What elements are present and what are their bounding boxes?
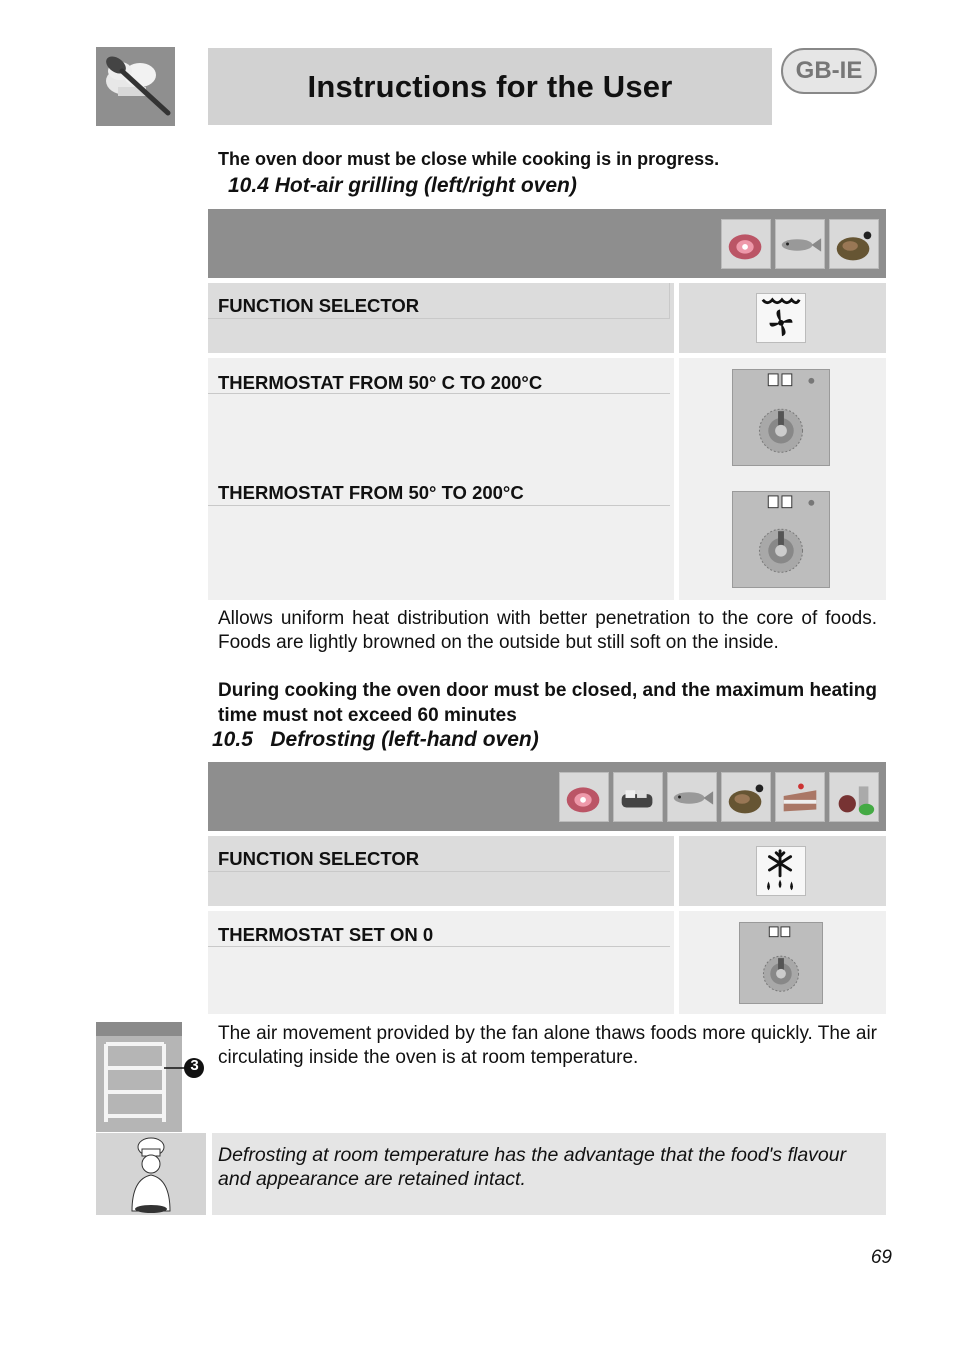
thermostat-text-cell <box>208 358 674 600</box>
thermostat-dial-icon <box>733 492 829 587</box>
oven-rack-illustration <box>96 1022 208 1132</box>
cake-icon <box>775 772 825 822</box>
rack-number: 3 <box>190 1057 199 1074</box>
thermostat-dial-image-1 <box>732 369 830 466</box>
defrost-dial-cell <box>679 911 886 1014</box>
chef-icon <box>96 1133 206 1215</box>
meat-icon <box>721 219 771 269</box>
section-title-hot-air: 10.4 Hot-air grilling (left/right oven) <box>228 174 577 197</box>
thermostat-dial-icon <box>733 370 829 465</box>
defrost-function-selector-cell <box>208 836 674 906</box>
poultry-icon <box>721 772 771 822</box>
food-icons-bar-defrost <box>208 762 886 831</box>
hot-air-description: Allows uniform heat distribution with better penetration to the core of foods. Foods are lightly browned on the outside but still soft on the inside. <box>218 608 877 653</box>
fish-icon <box>667 772 717 822</box>
defrost-thermostat-cell <box>208 911 674 1014</box>
defrost-description: The air movement provided by the fan alone thaws foods more quickly. The air circulating inside the oven is at room temperature. <box>218 1023 877 1068</box>
thermostat-range-label-2: THERMOSTAT FROM 50° TO 200°C <box>218 482 524 503</box>
thermostat-dial-image-2 <box>732 491 830 588</box>
oven-rack-icon <box>96 1022 208 1132</box>
section-title-defrost: 10.5 Defrosting (left-hand oven) <box>212 728 539 751</box>
food-icons-bar <box>208 209 886 278</box>
defrost-function-selector-label: FUNCTION SELECTOR <box>218 848 420 869</box>
snowflake-defrost-icon <box>756 846 806 896</box>
grill-fan-icon <box>756 293 806 343</box>
defrost-tip: Defrosting at room temperature has the advantage that the food's flavour and appearance are retained intact. <box>218 1144 847 1190</box>
tip-box <box>212 1133 886 1215</box>
spoon-chef-hat-icon <box>96 47 175 126</box>
thermostat-range-label-1: THERMOSTAT FROM 50° C TO 200°C <box>218 372 543 393</box>
region-badge-label: GB-IE <box>795 57 863 84</box>
thermostat-dial-icon <box>740 923 822 1003</box>
header-title-bar <box>208 48 772 125</box>
page-number: 69 <box>870 1247 892 1268</box>
meat-icon <box>559 772 609 822</box>
thermostat-set-zero-label: THERMOSTAT SET ON 0 <box>218 924 434 945</box>
function-selector-label: FUNCTION SELECTOR <box>218 295 420 316</box>
defrost-symbol-cell <box>679 836 886 906</box>
page-title: Instructions for the User <box>307 68 673 104</box>
region-badge <box>781 48 877 94</box>
hot-air-warning: During cooking the oven door must be closed, and the maximum heating time must not exceed 60 minutes <box>218 680 877 726</box>
function-selector-cell <box>208 283 674 353</box>
chef-illustration <box>96 1133 206 1215</box>
fish-icon <box>775 219 825 269</box>
bread-icon <box>613 772 663 822</box>
vegetables-icon <box>829 772 879 822</box>
thermostat-dial-image-3 <box>739 922 823 1004</box>
brand-logo <box>96 47 175 126</box>
function-symbol-cell <box>679 283 886 353</box>
thermostat-dial-cell <box>679 358 886 600</box>
poultry-icon <box>829 219 879 269</box>
door-closed-note: The oven door must be close while cooking is in progress. <box>218 149 720 169</box>
